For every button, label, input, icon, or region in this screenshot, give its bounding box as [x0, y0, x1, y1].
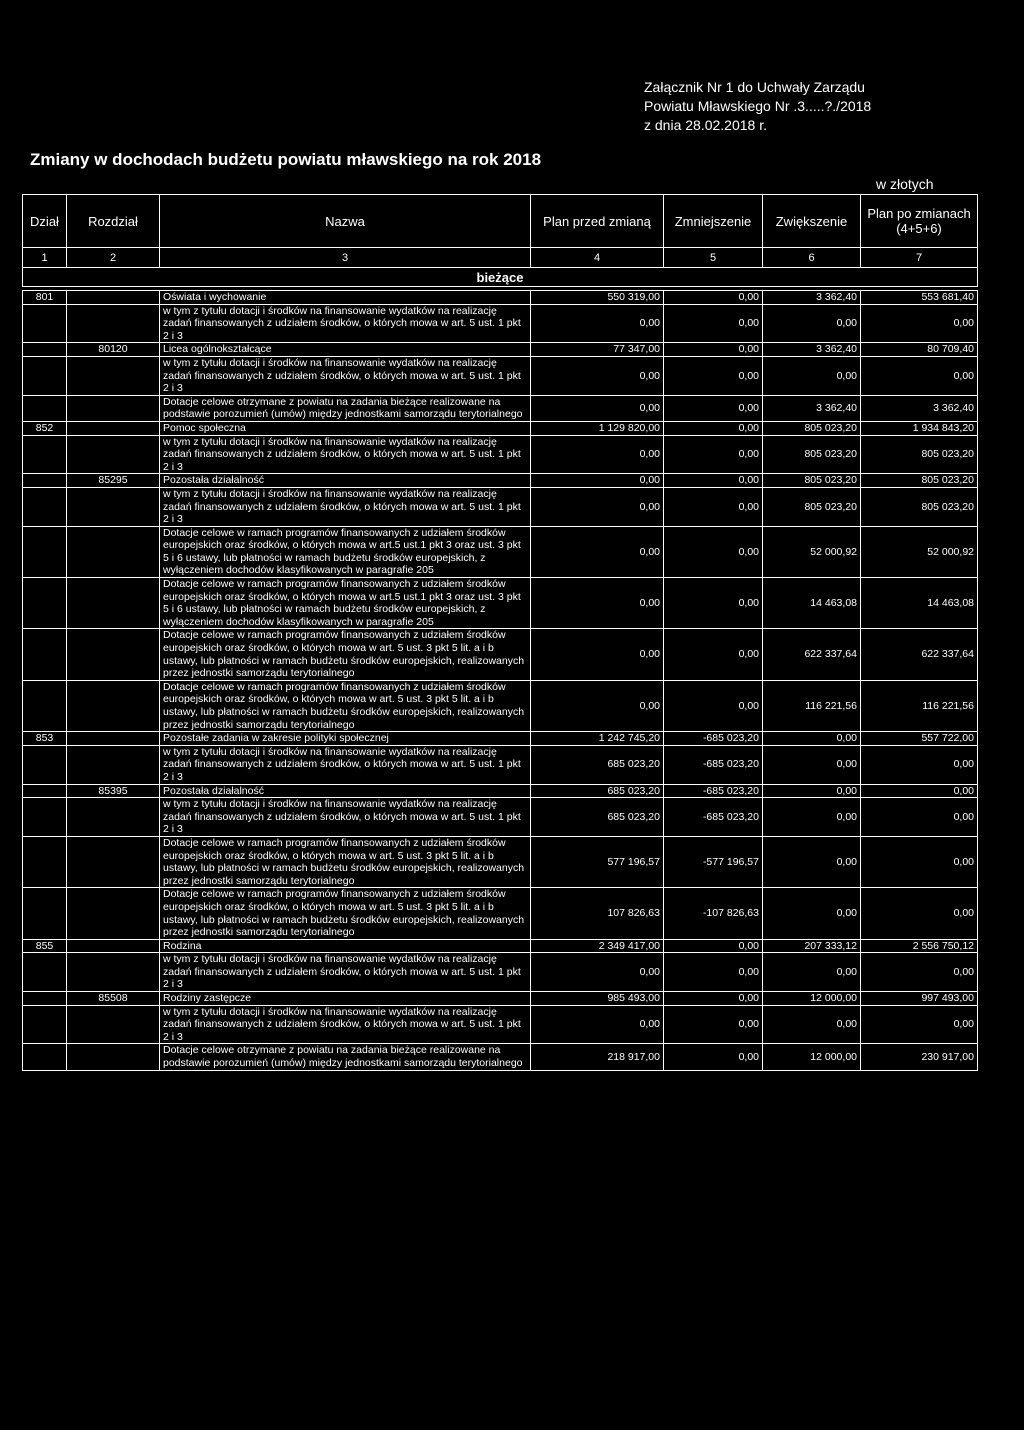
increase-cell: 0,00 — [763, 745, 861, 784]
dzial-cell: 855 — [23, 939, 67, 953]
table-row — [23, 888, 978, 939]
plan-after-cell: 116 221,56 — [861, 680, 978, 731]
page-title: Zmiany w dochodach budżetu powiatu mławskiego na rok 2018 — [30, 150, 542, 169]
dzial-cell — [23, 578, 67, 629]
plan-before-cell: 0,00 — [531, 629, 664, 680]
plan-after-cell: 553 681,40 — [861, 291, 978, 305]
table-row — [23, 343, 978, 357]
plan-before-cell: 685 023,20 — [531, 798, 664, 837]
name-cell: Pozostała działalność — [160, 784, 531, 798]
plan-before-cell: 0,00 — [531, 474, 664, 488]
table-row — [23, 578, 978, 629]
plan-before-cell: 0,00 — [531, 578, 664, 629]
rozdzial-cell — [67, 732, 160, 746]
plan-after-cell: 230 917,00 — [861, 1044, 978, 1070]
plan-after-cell: 52 000,92 — [861, 526, 978, 577]
rozdzial-cell — [67, 629, 160, 680]
plan-after-cell: 1 934 843,20 — [861, 421, 978, 435]
rozdzial-cell — [67, 578, 160, 629]
rozdzial-cell: 85395 — [67, 784, 160, 798]
plan-after-cell: 805 023,20 — [861, 487, 978, 526]
plan-after-cell: 2 556 750,12 — [861, 939, 978, 953]
name-cell: w tym z tytułu dotacji i środków na finansowanie wydatków na realizację zadań finansowanych z udziałem środków, o których mowa w art. 5 ust. 1 pkt 2 i 3 — [160, 304, 531, 343]
decrease-cell: 0,00 — [664, 421, 763, 435]
dzial-cell — [23, 888, 67, 939]
increase-cell: 805 023,20 — [763, 421, 861, 435]
decrease-cell: -685 023,20 — [664, 798, 763, 837]
increase-cell: 805 023,20 — [763, 435, 861, 474]
decrease-cell: 0,00 — [664, 629, 763, 680]
increase-cell: 0,00 — [763, 784, 861, 798]
dzial-cell — [23, 304, 67, 343]
decrease-cell: -685 023,20 — [664, 745, 763, 784]
rozdzial-cell — [67, 680, 160, 731]
decrease-cell: 0,00 — [664, 304, 763, 343]
rozdzial-cell — [67, 304, 160, 343]
name-cell: w tym z tytułu dotacji i środków na finansowanie wydatków na realizację zadań finansowanych z udziałem środków, o których mowa w art. 5 ust. 1 pkt 2 i 3 — [160, 356, 531, 395]
rozdzial-cell: 85295 — [67, 474, 160, 488]
plan-before-cell: 0,00 — [531, 356, 664, 395]
rozdzial-cell — [67, 421, 160, 435]
rozdzial-cell — [67, 939, 160, 953]
decrease-cell: 0,00 — [664, 953, 763, 992]
increase-cell: 52 000,92 — [763, 526, 861, 577]
header-dzial: Dział — [23, 195, 67, 248]
table-row — [23, 474, 978, 488]
header-number-3: 3 — [160, 248, 531, 268]
header-plan-before: Plan przed zmianą — [531, 195, 664, 248]
increase-cell: 14 463,08 — [763, 578, 861, 629]
header-number-6: 6 — [763, 248, 861, 268]
plan-after-cell: 557 722,00 — [861, 732, 978, 746]
dzial-cell — [23, 395, 67, 421]
increase-cell: 0,00 — [763, 798, 861, 837]
rozdzial-cell — [67, 888, 160, 939]
increase-cell: 0,00 — [763, 732, 861, 746]
decrease-cell: -107 826,63 — [664, 888, 763, 939]
plan-after-cell: 3 362,40 — [861, 395, 978, 421]
increase-cell: 116 221,56 — [763, 680, 861, 731]
plan-after-cell: 805 023,20 — [861, 474, 978, 488]
dzial-cell — [23, 629, 67, 680]
attachment-line-3: z dnia 28.02.2018 r. — [644, 117, 767, 133]
dzial-cell — [23, 487, 67, 526]
plan-after-cell: 0,00 — [861, 888, 978, 939]
plan-before-cell: 0,00 — [531, 680, 664, 731]
rozdzial-cell — [67, 1005, 160, 1044]
increase-cell: 3 362,40 — [763, 343, 861, 357]
attachment-line-1: Załącznik Nr 1 do Uchwały Zarządu — [644, 79, 865, 95]
plan-after-cell: 0,00 — [861, 356, 978, 395]
currency-unit-label: w złotych — [876, 176, 934, 192]
dzial-cell — [23, 992, 67, 1006]
rozdzial-cell — [67, 487, 160, 526]
plan-after-cell: 0,00 — [861, 836, 978, 887]
name-cell: Dotacje celowe w ramach programów finansowanych z udziałem środków europejskich oraz środków, o których mowa w art. 5 ust. 3 pkt 5 lit. a i b ustawy, lub płatności w ramach budżetu środków europejskich, realizowanych przez jednostki samorządu terytorialnego — [160, 629, 531, 680]
dzial-cell: 852 — [23, 421, 67, 435]
dzial-cell — [23, 1005, 67, 1044]
plan-before-cell: 985 493,00 — [531, 992, 664, 1006]
table-row — [23, 421, 978, 435]
rozdzial-cell: 80120 — [67, 343, 160, 357]
decrease-cell: -685 023,20 — [664, 784, 763, 798]
table-row — [23, 526, 978, 577]
dzial-cell — [23, 1044, 67, 1070]
rozdzial-cell — [67, 395, 160, 421]
rozdzial-cell — [67, 836, 160, 887]
table-row — [23, 304, 978, 343]
plan-after-cell: 0,00 — [861, 798, 978, 837]
decrease-cell: 0,00 — [664, 291, 763, 305]
table-header — [22, 194, 978, 287]
decrease-cell: 0,00 — [664, 474, 763, 488]
plan-after-cell: 80 709,40 — [861, 343, 978, 357]
plan-before-cell: 77 347,00 — [531, 343, 664, 357]
plan-after-cell: 622 337,64 — [861, 629, 978, 680]
table-row — [23, 356, 978, 395]
dzial-cell: 853 — [23, 732, 67, 746]
plan-before-cell: 685 023,20 — [531, 745, 664, 784]
decrease-cell: 0,00 — [664, 578, 763, 629]
plan-before-cell: 218 917,00 — [531, 1044, 664, 1070]
dzial-cell — [23, 784, 67, 798]
name-cell: w tym z tytułu dotacji i środków na finansowanie wydatków na realizację zadań finansowanych z udziałem środków, o których mowa w art. 5 ust. 1 pkt 2 i 3 — [160, 745, 531, 784]
name-cell: w tym z tytułu dotacji i środków na finansowanie wydatków na realizację zadań finansowanych z udziałem środków, o których mowa w art. 5 ust. 1 pkt 2 i 3 — [160, 798, 531, 837]
plan-after-cell: 0,00 — [861, 953, 978, 992]
plan-after-cell: 0,00 — [861, 304, 978, 343]
decrease-cell: 0,00 — [664, 680, 763, 731]
plan-before-cell: 0,00 — [531, 487, 664, 526]
increase-cell: 0,00 — [763, 356, 861, 395]
name-cell: Rodziny zastępcze — [160, 992, 531, 1006]
name-cell: w tym z tytułu dotacji i środków na finansowanie wydatków na realizację zadań finansowanych z udziałem środków, o których mowa w art. 5 ust. 1 pkt 2 i 3 — [160, 1005, 531, 1044]
decrease-cell: 0,00 — [664, 1044, 763, 1070]
table-row — [23, 680, 978, 731]
name-cell: Licea ogólnokształcące — [160, 343, 531, 357]
increase-cell: 12 000,00 — [763, 992, 861, 1006]
table-row — [23, 953, 978, 992]
name-cell: w tym z tytułu dotacji i środków na finansowanie wydatków na realizację zadań finansowanych z udziałem środków, o których mowa w art. 5 ust. 1 pkt 2 i 3 — [160, 487, 531, 526]
name-cell: Pozostała działalność — [160, 474, 531, 488]
increase-cell: 0,00 — [763, 1005, 861, 1044]
section-label: bieżące — [23, 268, 978, 287]
increase-cell: 805 023,20 — [763, 487, 861, 526]
plan-before-cell: 0,00 — [531, 953, 664, 992]
plan-before-cell: 0,00 — [531, 435, 664, 474]
decrease-cell: 0,00 — [664, 939, 763, 953]
table-row — [23, 629, 978, 680]
dzial-cell: 801 — [23, 291, 67, 305]
dzial-cell — [23, 680, 67, 731]
budget-table — [22, 290, 978, 1071]
decrease-cell: -685 023,20 — [664, 732, 763, 746]
header-decrease: Zmniejszenie — [664, 195, 763, 248]
decrease-cell: 0,00 — [664, 435, 763, 474]
attachment-note — [644, 78, 871, 135]
increase-cell: 0,00 — [763, 953, 861, 992]
table-row — [23, 992, 978, 1006]
name-cell: w tym z tytułu dotacji i środków na finansowanie wydatków na realizację zadań finansowanych z udziałem środków, o których mowa w art. 5 ust. 1 pkt 2 i 3 — [160, 435, 531, 474]
increase-cell: 3 362,40 — [763, 291, 861, 305]
header-number-2: 2 — [67, 248, 160, 268]
dzial-cell — [23, 356, 67, 395]
increase-cell: 207 333,12 — [763, 939, 861, 953]
plan-after-cell: 0,00 — [861, 1005, 978, 1044]
header-number-4: 4 — [531, 248, 664, 268]
plan-after-cell: 805 023,20 — [861, 435, 978, 474]
rozdzial-cell — [67, 435, 160, 474]
rozdzial-cell — [67, 745, 160, 784]
dzial-cell — [23, 435, 67, 474]
increase-cell: 3 362,40 — [763, 395, 861, 421]
rozdzial-cell — [67, 526, 160, 577]
table-row — [23, 1044, 978, 1070]
name-cell: Dotacje celowe w ramach programów finansowanych z udziałem środków europejskich oraz środków, o których mowa w art. 5 ust. 3 pkt 5 lit. a i b ustawy, lub płatności w ramach budżetu środków europejskich, realizowanych przez jednostki samorządu terytorialnego — [160, 888, 531, 939]
plan-after-cell: 0,00 — [861, 784, 978, 798]
rozdzial-cell — [67, 1044, 160, 1070]
increase-cell: 12 000,00 — [763, 1044, 861, 1070]
decrease-cell: 0,00 — [664, 526, 763, 577]
plan-before-cell: 685 023,20 — [531, 784, 664, 798]
plan-before-cell: 577 196,57 — [531, 836, 664, 887]
plan-before-cell: 107 826,63 — [531, 888, 664, 939]
increase-cell: 0,00 — [763, 888, 861, 939]
attachment-line-2: Powiatu Mławskiego Nr .3.....?./2018 — [644, 98, 872, 114]
dzial-cell — [23, 836, 67, 887]
plan-before-cell: 2 349 417,00 — [531, 939, 664, 953]
decrease-cell: -577 196,57 — [664, 836, 763, 887]
name-cell: w tym z tytułu dotacji i środków na finansowanie wydatków na realizację zadań finansowanych z udziałem środków, o których mowa w art. 5 ust. 1 pkt 2 i 3 — [160, 953, 531, 992]
dzial-cell — [23, 745, 67, 784]
table-row — [23, 745, 978, 784]
increase-cell: 0,00 — [763, 836, 861, 887]
name-cell: Dotacje celowe otrzymane z powiatu na zadania bieżące realizowane na podstawie porozumień (umów) między jednostkami samorządu terytorialnego — [160, 395, 531, 421]
table-row — [23, 732, 978, 746]
decrease-cell: 0,00 — [664, 992, 763, 1006]
plan-before-cell: 1 129 820,00 — [531, 421, 664, 435]
table-row — [23, 798, 978, 837]
dzial-cell — [23, 526, 67, 577]
decrease-cell: 0,00 — [664, 1005, 763, 1044]
header-increase: Zwiększenie — [763, 195, 861, 248]
rozdzial-cell: 85508 — [67, 992, 160, 1006]
header-number-1: 1 — [23, 248, 67, 268]
dzial-cell — [23, 474, 67, 488]
header-rozdzial: Rozdział — [67, 195, 160, 248]
rozdzial-cell — [67, 356, 160, 395]
decrease-cell: 0,00 — [664, 487, 763, 526]
table-row — [23, 836, 978, 887]
decrease-cell: 0,00 — [664, 356, 763, 395]
decrease-cell: 0,00 — [664, 395, 763, 421]
table-row — [23, 487, 978, 526]
rozdzial-cell — [67, 291, 160, 305]
name-cell: Rodzina — [160, 939, 531, 953]
name-cell: Pomoc społeczna — [160, 421, 531, 435]
table-row — [23, 939, 978, 953]
header-nazwa: Nazwa — [160, 195, 531, 248]
table-row — [23, 1005, 978, 1044]
plan-before-cell: 550 319,00 — [531, 291, 664, 305]
plan-after-cell: 14 463,08 — [861, 578, 978, 629]
decrease-cell: 0,00 — [664, 343, 763, 357]
rozdzial-cell — [67, 953, 160, 992]
name-cell: Pozostałe zadania w zakresie polityki społecznej — [160, 732, 531, 746]
increase-cell: 805 023,20 — [763, 474, 861, 488]
name-cell: Oświata i wychowanie — [160, 291, 531, 305]
header-plan-after: Plan po zmianach (4+5+6) — [861, 195, 978, 248]
name-cell: Dotacje celowe otrzymane z powiatu na zadania bieżące realizowane na podstawie porozumień (umów) między jednostkami samorządu terytorialnego — [160, 1044, 531, 1070]
table-row — [23, 784, 978, 798]
dzial-cell — [23, 953, 67, 992]
name-cell: Dotacje celowe w ramach programów finansowanych z udziałem środków europejskich oraz środków, o których mowa w art.5 ust.1 pkt 3 oraz ust. 3 pkt 5 i 6 ustawy, lub płatności w ramach budżetu środków europejskich, z wyłączeniem dochodów klasyfikowanych w paragrafie 205 — [160, 578, 531, 629]
header-number-7: 7 — [861, 248, 978, 268]
plan-before-cell: 0,00 — [531, 526, 664, 577]
plan-before-cell: 0,00 — [531, 1005, 664, 1044]
increase-cell: 622 337,64 — [763, 629, 861, 680]
table-row — [23, 395, 978, 421]
name-cell: Dotacje celowe w ramach programów finansowanych z udziałem środków europejskich oraz środków, o których mowa w art. 5 ust. 3 pkt 5 lit. a i b ustawy, lub płatności w ramach budżetu środków europejskich, realizowanych przez jednostki samorządu terytorialnego — [160, 836, 531, 887]
plan-before-cell: 1 242 745,20 — [531, 732, 664, 746]
dzial-cell — [23, 798, 67, 837]
rozdzial-cell — [67, 798, 160, 837]
dzial-cell — [23, 343, 67, 357]
table-row — [23, 435, 978, 474]
name-cell: Dotacje celowe w ramach programów finansowanych z udziałem środków europejskich oraz środków, o których mowa w art. 5 ust. 3 pkt 5 lit. a i b ustawy, lub płatności w ramach budżetu środków europejskich, realizowanych przez jednostki samorządu terytorialnego — [160, 680, 531, 731]
increase-cell: 0,00 — [763, 304, 861, 343]
plan-before-cell: 0,00 — [531, 304, 664, 343]
plan-before-cell: 0,00 — [531, 395, 664, 421]
plan-after-cell: 0,00 — [861, 745, 978, 784]
plan-after-cell: 997 493,00 — [861, 992, 978, 1006]
name-cell: Dotacje celowe w ramach programów finansowanych z udziałem środków europejskich oraz środków, o których mowa w art.5 ust.1 pkt 3 oraz ust. 3 pkt 5 i 6 ustawy, lub płatności w ramach budżetu środków europejskich, z wyłączeniem dochodów klasyfikowanych w paragrafie 205 — [160, 526, 531, 577]
table-row — [23, 291, 978, 305]
header-number-5: 5 — [664, 248, 763, 268]
